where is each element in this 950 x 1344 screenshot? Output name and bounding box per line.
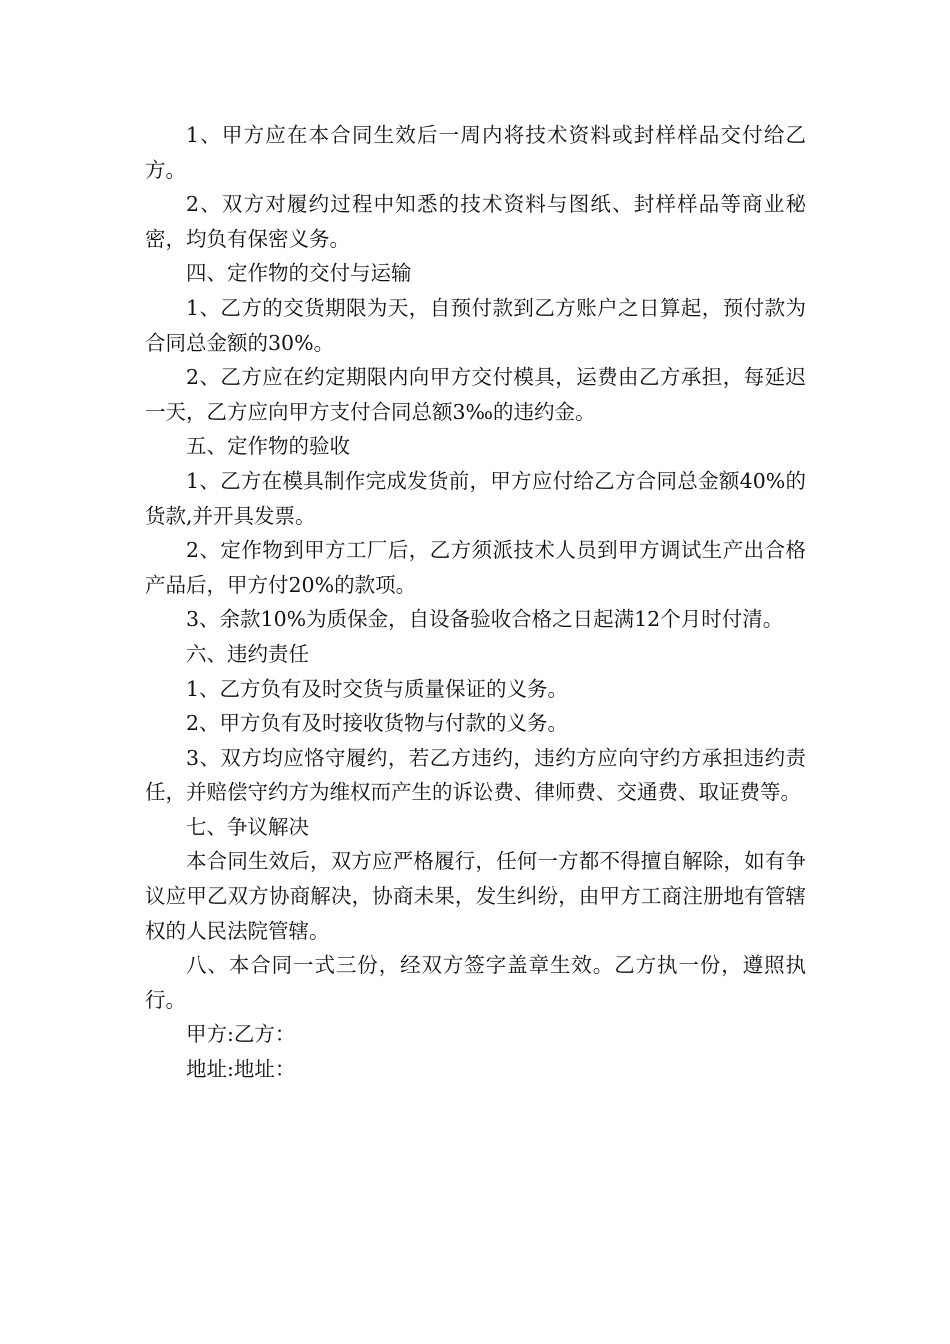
clause-paragraph: 3、双方均应恪守履约，若乙方违约，违约方应向守约方承担违约责任，并赔偿守约方为维权而产生的诉讼费、律师费、交通费、取证费等。 <box>145 745 806 805</box>
clause-paragraph: 3、余款10%为质保金，自设备验收合格之日起满12个月时付清。 <box>186 607 784 632</box>
clause-paragraph: 1、乙方负有及时交货与质量保证的义务。 <box>186 676 569 701</box>
clause-paragraph: 2、乙方应在约定期限内向甲方交付模具，运费由乙方承担，每延迟一天，乙方应向甲方支付合同总额3‰的违约金。 <box>145 365 806 424</box>
clause-paragraph: 1、乙方的交货期限为天，自预付款到乙方账户之日算起，预付款为合同总金额的30%。 <box>145 295 806 355</box>
section-heading: 四、定作物的交付与运输 <box>186 261 412 286</box>
signature-party-line: 甲方:乙方： <box>186 1022 296 1047</box>
signature-address-line: 地址:地址： <box>186 1057 296 1082</box>
clause-paragraph: 本合同生效后，双方应严格履行，任何一方都不得擅自解除，如有争议应甲乙双方协商解决，协商未果，发生纠纷，由甲方工商注册地有管辖权的人民法院管辖。 <box>145 849 806 943</box>
clause-paragraph: 1、甲方应在本合同生效后一周内将技术资料或封样样品交付给乙方。 <box>145 123 806 182</box>
section-heading: 七、争议解决 <box>186 814 309 839</box>
clause-paragraph: 1、乙方在模具制作完成发货前，甲方应付给乙方合同总金额40%的货款,并开具发票。 <box>145 468 806 528</box>
document-body <box>145 118 806 1087</box>
clause-paragraph: 2、甲方负有及时接收货物与付款的义务。 <box>186 711 569 736</box>
clause-paragraph: 八、本合同一式三份，经双方签字盖章生效。乙方执一份，遵照执行。 <box>145 953 806 1012</box>
section-heading: 六、违约责任 <box>186 641 309 666</box>
clause-paragraph: 2、双方对履约过程中知悉的技术资料与图纸、封样样品等商业秘密，均负有保密义务。 <box>145 192 806 251</box>
section-heading: 五、定作物的验收 <box>186 434 350 459</box>
clause-paragraph: 2、定作物到甲方工厂后，乙方须派技术人员到甲方调试生产出合格产品后，甲方付20%的款项。 <box>145 538 806 597</box>
